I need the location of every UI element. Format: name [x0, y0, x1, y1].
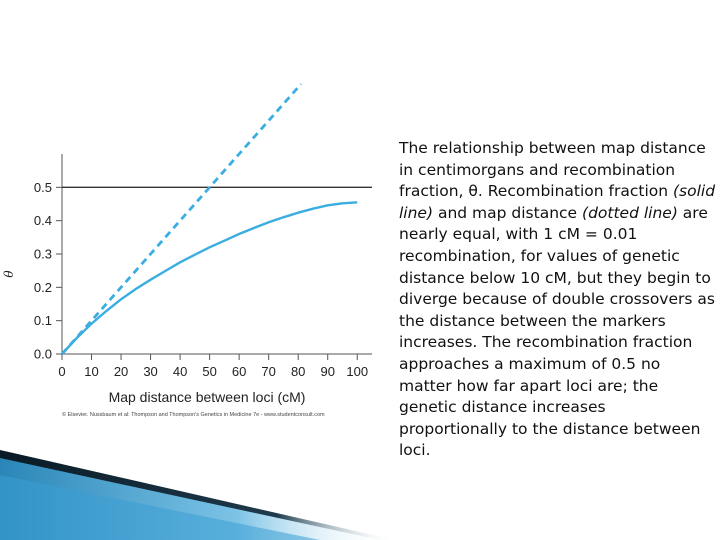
- x-tick-label: 100: [346, 364, 369, 379]
- x-tick-label: 40: [172, 364, 188, 379]
- x-tick-label: 20: [113, 364, 129, 379]
- x-tick-label: 30: [143, 364, 158, 379]
- y-tick-label: 0.2: [33, 279, 52, 295]
- x-tick-label: 0: [58, 364, 66, 379]
- x-tick-label: 50: [202, 364, 217, 379]
- y-tick-label: 0.1: [33, 313, 52, 329]
- x-tick-label: 90: [320, 364, 335, 379]
- caption-intro: The relationship between map distance in centimorgans and recombination fraction, θ. Recombination fraction: [399, 139, 706, 201]
- caption-solid-note: (solid line): [399, 182, 716, 222]
- y-tick-label: 0.0: [33, 346, 52, 362]
- y-tick-label: 0.4: [33, 213, 52, 229]
- x-tick-label: 80: [290, 364, 306, 379]
- caption-middle: and map distance: [433, 203, 583, 222]
- caption-dotted-note: (dotted line): [582, 203, 678, 222]
- x-axis-title: Map distance between loci (cM): [108, 389, 306, 405]
- recombination-fraction-curve: [62, 202, 357, 354]
- caption-rest: are nearly equal, with 1 cM = 0.01 recombination, for values of genetic distance below 10 cM, but they begin to diverge because of double crossovers as the distance between the markers increases. The recombination fraction approaches a maximum of 0.5 no matter how far apart loci are; the genetic distance increases proportionally to the distance between loci.: [399, 203, 715, 460]
- plot-area: [2, 84, 372, 418]
- x-tick-label: 60: [231, 364, 247, 379]
- decorative-swoosh: [0, 440, 400, 540]
- caption-text: [399, 138, 717, 462]
- y-tick-label: 0.3: [33, 246, 52, 262]
- y-axis-title: θ: [2, 270, 16, 278]
- recombination-chart: [0, 60, 390, 430]
- credit-line: © Elsevier. Nussbaum et al: Thompson and Thompson's Genetics in Medicine 7e - www.studentconsult.com: [62, 412, 325, 418]
- x-tick-label: 10: [84, 364, 99, 379]
- y-tick-label: 0.5: [33, 179, 52, 195]
- x-tick-label: 70: [261, 364, 276, 379]
- map-distance-dotted-line: [62, 84, 301, 354]
